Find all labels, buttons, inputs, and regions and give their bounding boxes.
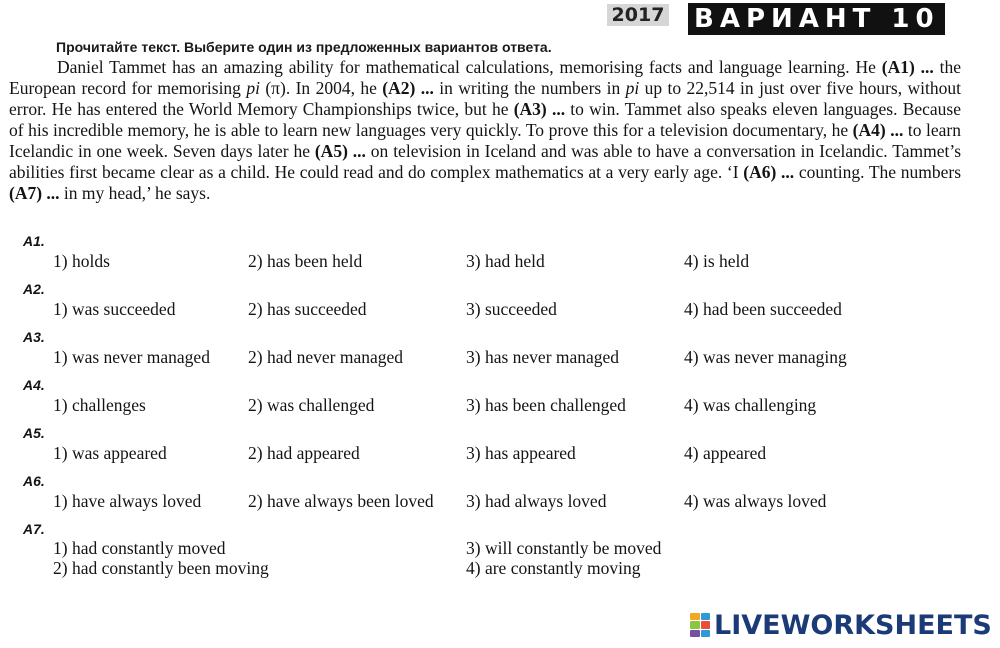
passage-text: pi [625, 78, 640, 98]
question-label: A7. [23, 521, 45, 537]
gap-marker: (A1) ... [881, 57, 934, 77]
answer-option[interactable]: 2) has succeeded [248, 299, 367, 319]
answer-option[interactable]: 4) are constantly moving [466, 558, 641, 578]
answer-option[interactable]: 4) had been succeeded [684, 299, 842, 319]
logo-mark-square [690, 630, 700, 637]
year-badge: 2017 [607, 4, 669, 26]
question-label: A6. [23, 473, 45, 489]
question-label: A5. [23, 425, 45, 441]
passage-text: to win. Tammet also speaks eleven languages. Because of his incredible memory, he is able to learn new languages very quickly. To prove this for a television documentary, he [9, 99, 961, 140]
passage-text: (π). In 2004, he [259, 78, 383, 98]
answer-option[interactable]: 1) was never managed [53, 347, 210, 367]
answer-option[interactable]: 3) will constantly be moved [466, 538, 662, 558]
answer-option[interactable]: 3) has been challenged [466, 395, 626, 415]
answer-option[interactable]: 2) was challenged [248, 395, 375, 415]
question-label: A3. [23, 329, 45, 345]
answer-option[interactable]: 4) was challenging [684, 395, 817, 415]
passage-text: to learn Icelandic in one week. Seven days later he [9, 120, 962, 161]
answer-option[interactable]: 2) has been held [248, 251, 363, 271]
answer-option[interactable]: 1) had constantly moved [53, 538, 226, 558]
answer-option[interactable]: 3) had held [466, 251, 545, 271]
gap-marker: (A5) ... [314, 141, 366, 161]
logo-mark-square [690, 613, 700, 620]
passage-text: counting. The numbers [794, 162, 962, 182]
answer-option[interactable]: 3) has appeared [466, 443, 576, 463]
logo-mark-square [690, 621, 700, 628]
answer-option[interactable]: 3) succeeded [466, 299, 557, 319]
answer-option[interactable]: 2) had never managed [248, 347, 403, 367]
question-label: A1. [23, 233, 45, 249]
answer-option[interactable]: 1) holds [53, 251, 110, 271]
logo-mark-square [701, 621, 711, 628]
answer-option[interactable]: 2) have always been loved [248, 491, 434, 511]
instruction-text: Прочитайте текст. Выберите один из предложенных вариантов ответа. [56, 39, 552, 55]
gap-marker: (A6) ... [743, 162, 795, 182]
logo-text: LIVEWORKSHEETS [714, 609, 992, 641]
answer-option[interactable]: 2) had appeared [248, 443, 360, 463]
passage-text: on television in Iceland and was able to have a conversation in Icelandic. Tammet’s abilities first became clear as a child. He could read and do complex mathematics at a very early age. ‘I [9, 141, 962, 182]
passage-text: in my head,’ he says. [59, 183, 211, 203]
passage-text: in writing the numbers in [433, 78, 626, 98]
answer-option[interactable]: 1) was appeared [53, 443, 167, 463]
answer-option[interactable]: 4) is held [684, 251, 750, 271]
logo-mark-square [701, 630, 711, 637]
gap-marker: (A7) ... [9, 183, 60, 203]
answer-option[interactable]: 2) had constantly been moving [53, 558, 269, 578]
passage-text: up to 22,514 in just over five hours, without error. He has entered the World Memory Championships twice, but he [9, 78, 961, 119]
answer-option[interactable]: 4) appeared [684, 443, 767, 463]
answer-option[interactable]: 3) had always loved [466, 491, 607, 511]
answer-option[interactable]: 1) challenges [53, 395, 146, 415]
answer-option[interactable]: 3) has never managed [466, 347, 620, 367]
answer-option[interactable]: 1) was succeeded [53, 299, 176, 319]
answer-option[interactable]: 1) have always loved [53, 491, 202, 511]
gap-marker: (A2) ... [382, 78, 434, 98]
passage-text: pi [246, 78, 260, 98]
question-label: A4. [23, 377, 45, 393]
liveworksheets-logo-icon [690, 613, 710, 637]
variant-banner: ВАРИАНТ 10 [688, 3, 945, 35]
logo-mark-square [701, 613, 711, 620]
answer-option[interactable]: 4) was never managing [684, 347, 847, 367]
gap-marker: (A4) ... [852, 120, 904, 140]
liveworksheets-logo [690, 610, 992, 640]
passage-text: the European record for memorising [9, 57, 961, 98]
reading-passage [9, 57, 961, 204]
question-label: A2. [23, 281, 45, 297]
answer-option[interactable]: 4) was always loved [684, 491, 827, 511]
passage-text: Daniel Tammet has an amazing ability for mathematical calculations, memorising facts and language learning. He [57, 57, 882, 77]
gap-marker: (A3) ... [513, 99, 566, 119]
